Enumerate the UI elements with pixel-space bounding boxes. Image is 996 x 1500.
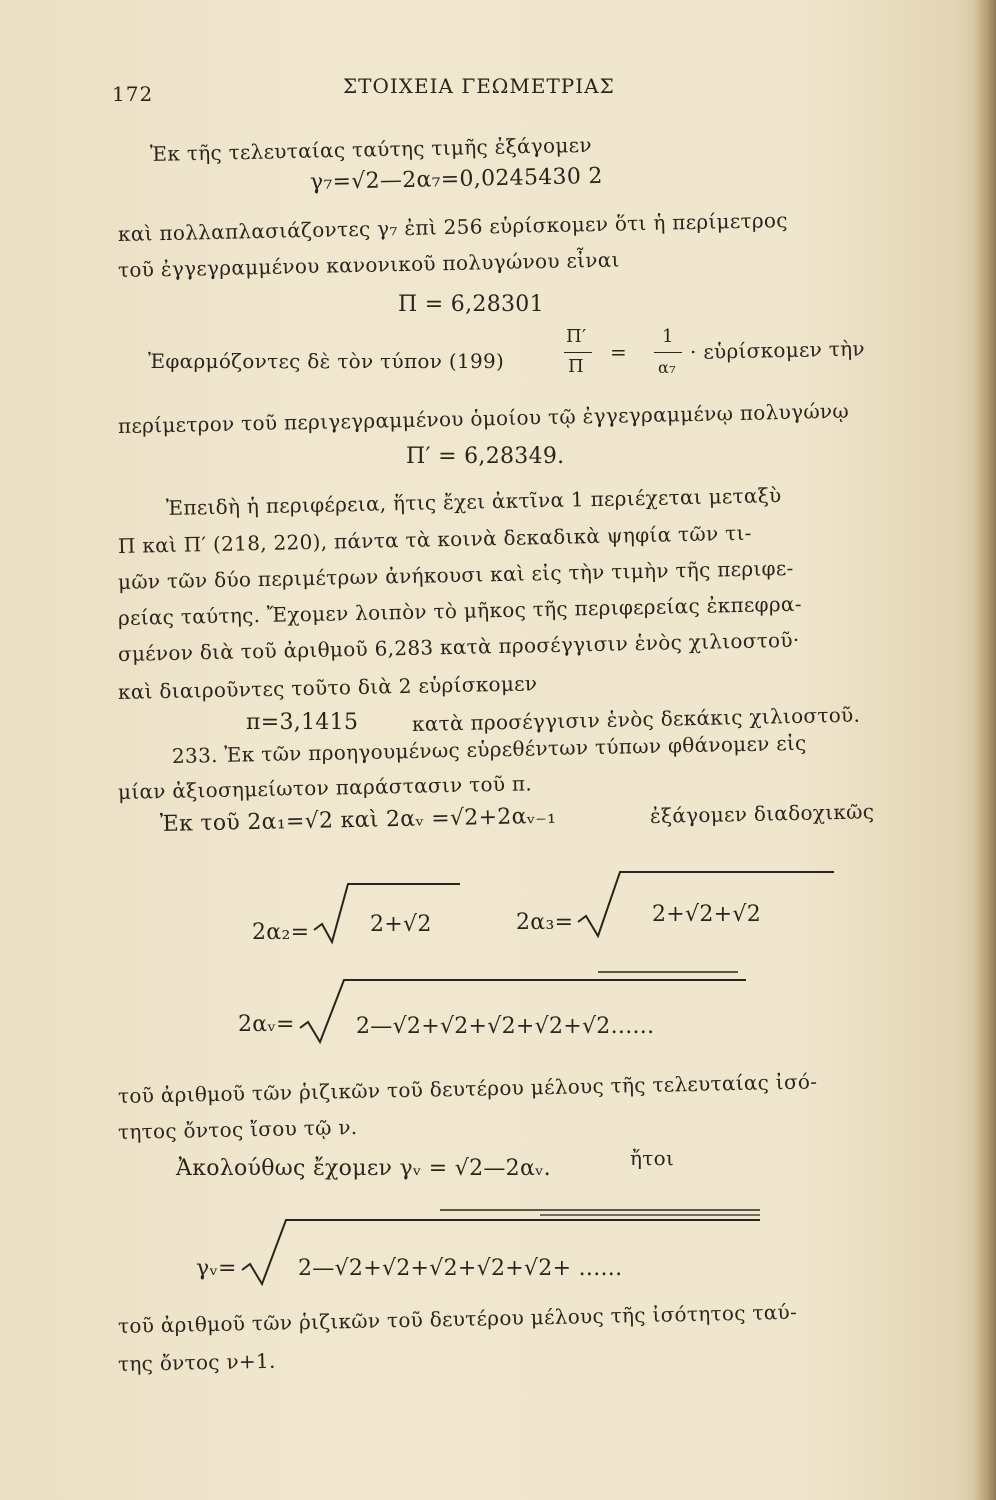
text-line: καὶ διαιροῦντες τοῦτο διὰ 2 εὑρίσκομεν: [117, 671, 538, 704]
text-line: ἤτοι: [630, 1146, 675, 1170]
text-line: Π καὶ Π′ (218, 220), πάντα τὰ κοινὰ δεκαδικὰ ψηφία τῶν τι-: [117, 520, 752, 558]
text-line: ἐξάγομεν διαδοχικῶς: [649, 799, 875, 828]
text-line: τητος ὄντος ἴσου τῷ ν.: [117, 1114, 358, 1144]
text-line: μῶν τῶν δύο περιμέτρων ἀνήκουσι καὶ εἰς τὴν τιμὴν τῆς περιφε-: [117, 555, 794, 594]
formula-gamma-n: Ἀκολούθως ἔχομεν γᵥ = √2—2αᵥ.: [176, 1156, 551, 1181]
text-line: · εὑρίσκομεν τὴν: [689, 336, 866, 364]
formula-gamma-n-lhs: γᵥ=: [196, 1256, 237, 1281]
fraction-denominator: Π: [568, 356, 584, 377]
formula-recurrence: Ἐκ τοῦ 2α₁=√2 καὶ 2αᵥ =√2+2αᵥ₋₁: [159, 803, 557, 837]
text-line: τοῦ ἐγγεγραμμένου κανονικοῦ πολυγώνου εἶναι: [117, 247, 620, 282]
text-line: καὶ πολλαπλασιάζοντες γ₇ ἐπὶ 256 εὑρίσκομεν ὅτι ἡ περίμετρος: [117, 207, 789, 246]
formula-pi: π=3,1415: [246, 710, 359, 735]
text-line: Ἐφαρμόζοντες δὲ τὸν τύπον (199): [148, 349, 505, 373]
running-title: ΣΤΟΙΧΕΙΑ ΓΕΩΜΕΤΡΙΑΣ: [343, 74, 615, 98]
formula-2a3-radicand: 2+√2+√2: [652, 902, 761, 927]
fraction-numerator: Π′: [566, 326, 587, 347]
formula-2an-radicand: 2—√2+√2+√2+√2+√2......: [356, 1014, 655, 1039]
text-line: κατὰ προσέγγισιν ἑνὸς δεκάκις χιλιοστοῦ.: [411, 702, 861, 736]
book-spine: [974, 0, 996, 1500]
fraction-numerator: 1: [662, 326, 674, 347]
text-line: σμένον διὰ τοῦ ἀριθμοῦ 6,283 κατὰ προσέγγισιν ἑνὸς χιλιοστοῦ·: [117, 627, 800, 666]
fraction-bar: [564, 352, 592, 353]
equals-sign: =: [610, 340, 628, 364]
text-line: Ἐπειδὴ ἡ περιφέρεια, ἥτις ἔχει ἀκτῖνα 1 περιέχεται μεταξὺ: [165, 483, 782, 520]
text-line: Ἐκ τῆς τελευταίας ταύτης τιμῆς ἐξάγομεν: [149, 132, 593, 166]
text-line: τοῦ ἀριθμοῦ τῶν ῥιζικῶν τοῦ δευτέρου μέλους τῆς τελευταίας ἰσό-: [117, 1069, 818, 1108]
formula-gamma7: γ₇=√2—2α₇=0,0245430 2: [309, 163, 603, 195]
page-number: 172: [112, 82, 154, 106]
formula-2a2-radicand: 2+√2: [370, 912, 432, 937]
formula-2an-lhs: 2αᵥ=: [238, 1012, 295, 1037]
fraction-bar: [654, 352, 682, 353]
formula-2a3-lhs: 2α₃=: [516, 910, 574, 935]
formula-perimeter: Π = 6,28301: [398, 292, 544, 317]
text-line: ρείας ταύτης. Ἔχομεν λοιπὸν τὸ μῆκος τῆς περιφερείας ἐκπεφρα-: [117, 591, 802, 630]
fraction-denominator: α₇: [658, 358, 676, 377]
text-line: μίαν ἀξιοσημείωτον παράστασιν τοῦ π.: [117, 771, 533, 804]
formula-gamma-n-radicand: 2—√2+√2+√2+√2+√2+ ......: [298, 1256, 623, 1281]
text-line: τοῦ ἀριθμοῦ τῶν ῥιζικῶν τοῦ δευτέρου μέλους τῆς ἰσότητος ταύ-: [117, 1299, 798, 1338]
section-233-line: 233. Ἐκ τῶν προηγουμένως εὑρεθέντων τύπων φθάνομεν εἰς: [171, 730, 807, 768]
formula-perimeter-prime: Π′ = 6,28349.: [406, 444, 565, 469]
text-line: της ὄντος ν+1.: [117, 1348, 276, 1376]
formula-2a2-lhs: 2α₂=: [252, 920, 310, 945]
text-line: περίμετρον τοῦ περιγεγραμμένου ὁμοίου τῷ ἐγγεγραμμένῳ πολυγώνῳ: [117, 398, 850, 438]
